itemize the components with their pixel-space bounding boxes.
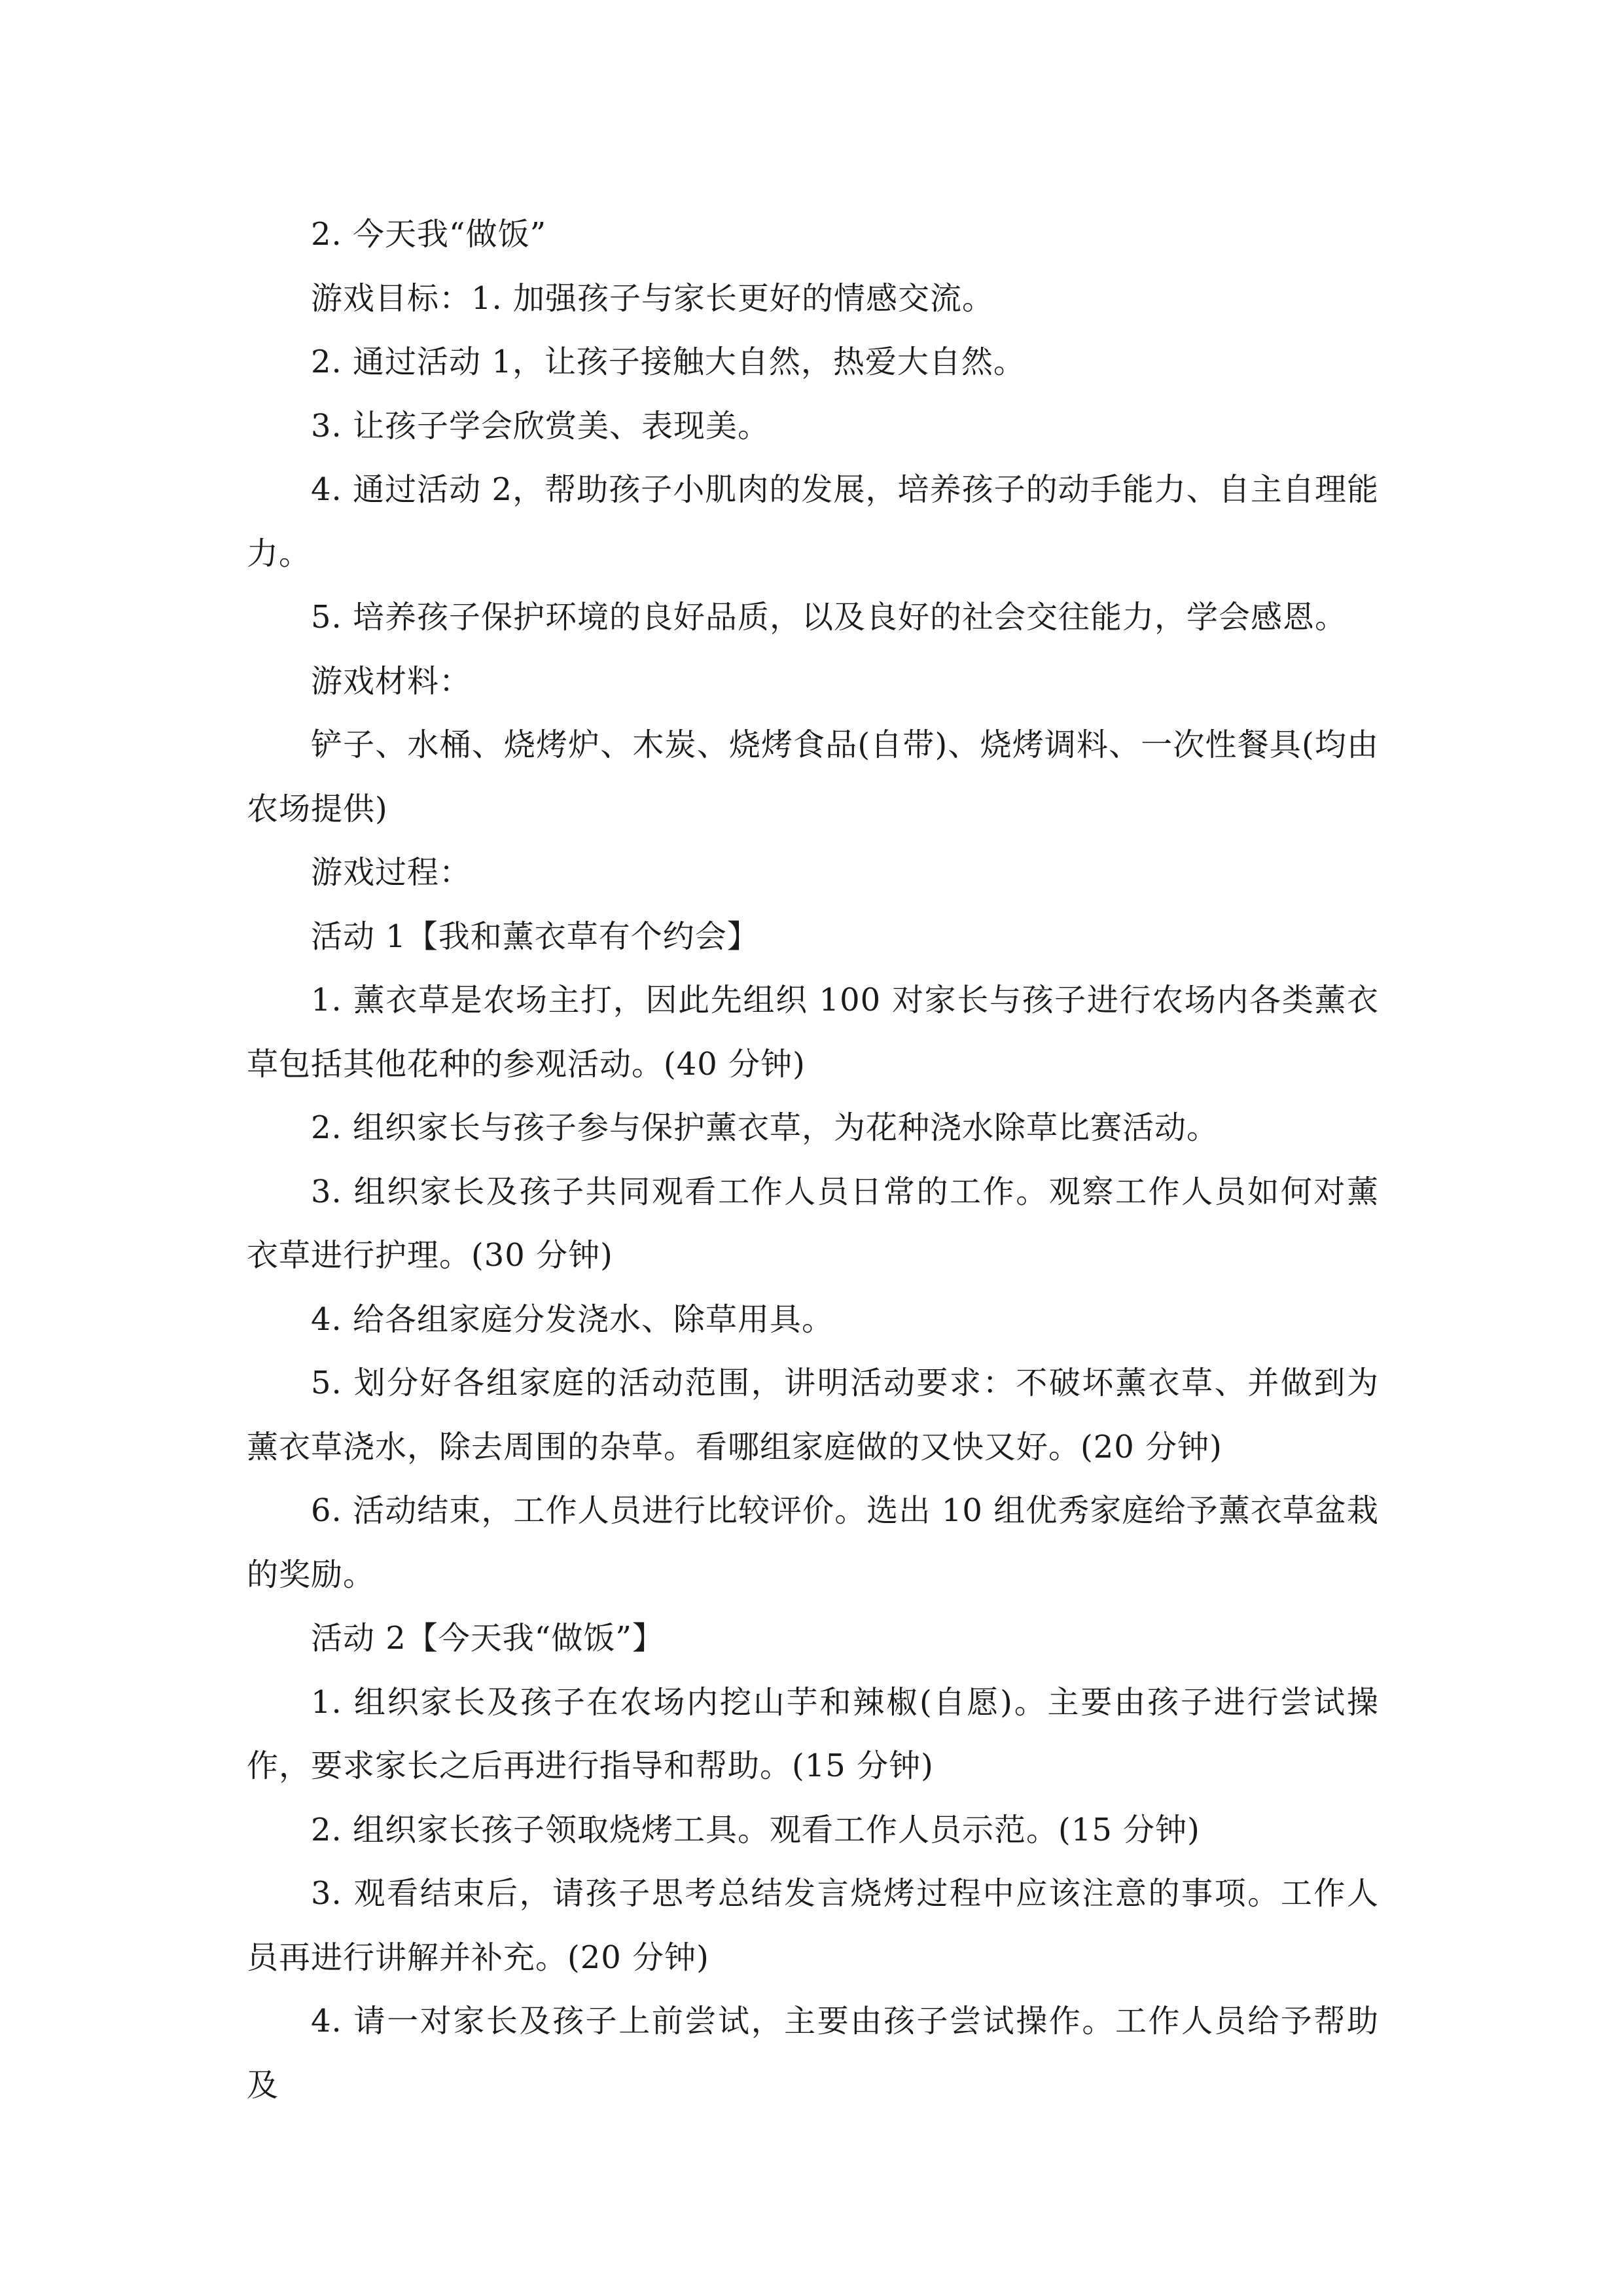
paragraph: 5. 培养孩子保护环境的良好品质，以及良好的社会交往能力，学会感恩。 [311,599,1347,636]
paragraph: 3. 组织家长及孩子共同观看工作人员日常的工作。观察工作人员如何对薰衣草进行护理。(30 分钟) [247,1173,1379,1274]
paragraph: 4. 请一对家长及孩子上前尝试，主要由孩子尝试操作。工作人员给予帮助及 [247,2003,1379,2104]
paragraph: 3. 观看结束后，请孩子思考总结发言烧烤过程中应该注意的事项。工作人员再进行讲解并补充。(20 分钟) [247,1875,1379,1976]
paragraph: 铲子、水桶、烧烤炉、木炭、烧烤食品(自带)、烧烤调料、一次性餐具(均由农场提供) [247,726,1379,827]
activity-heading: 活动 2【今天我“做饭”】 [311,1620,664,1657]
paragraph: 游戏过程： [311,854,472,891]
paragraph: 游戏目标：1. 加强孩子与家长更好的情感交流。 [311,279,995,317]
paragraph: 4. 给各组家庭分发浇水、除草用具。 [311,1300,834,1338]
document-body [247,203,1379,2117]
paragraph: 2. 组织家长与孩子参与保护薰衣草，为花种浇水除草比赛活动。 [311,1109,1219,1146]
paragraph: 4. 通过活动 2，帮助孩子小肌肉的发展，培养孩子的动手能力、自主自理能力。 [247,471,1379,572]
activity-heading: 活动 1【我和薰衣草有个约会】 [311,918,759,955]
paragraph: 游戏材料： [311,662,472,700]
section-heading: 2. 今天我“做饭” [311,216,547,253]
paragraph: 2. 组织家长孩子领取烧烤工具。观看工作人员示范。(15 分钟) [311,1811,1200,1848]
paragraph: 3. 让孩子学会欣赏美、表现美。 [311,407,770,444]
paragraph: 5. 划分好各组家庭的活动范围，讲明活动要求：不破坏薰衣草、并做到为薰衣草浇水，除去周围的杂草。看哪组家庭做的又快又好。(20 分钟) [247,1365,1379,1465]
paragraph: 6. 活动结束，工作人员进行比较评价。选出 10 组优秀家庭给予薰衣草盆栽的奖励。 [247,1492,1379,1593]
paragraph: 2. 通过活动 1，让孩子接触大自然，热爱大自然。 [311,344,1026,380]
paragraph: 1. 薰衣草是农场主打，因此先组织 100 对家长与孩子进行农场内各类薰衣草包括其他花种的参观活动。(40 分钟) [247,982,1379,1083]
paragraph: 1. 组织家长及孩子在农场内挖山芋和辣椒(自愿)。主要由孩子进行尝试操作，要求家长之后再进行指导和帮助。(15 分钟) [247,1683,1379,1784]
